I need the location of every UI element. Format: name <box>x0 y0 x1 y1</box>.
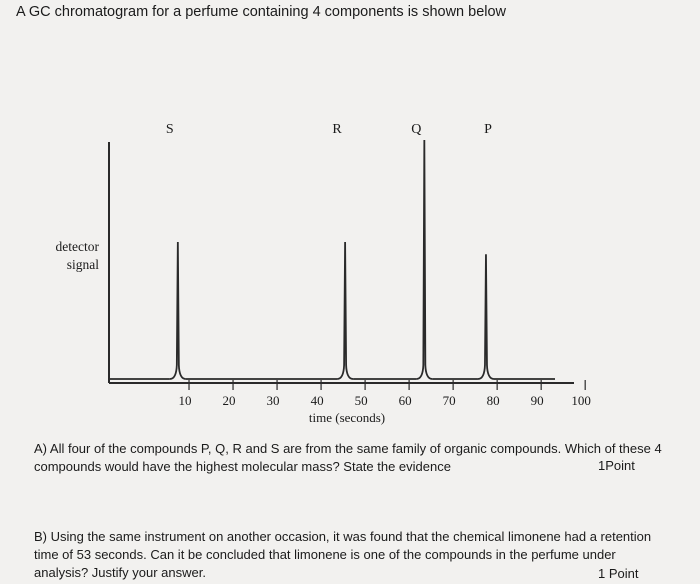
peak-r <box>337 242 353 379</box>
x-tick-label: 80 <box>486 393 500 408</box>
peak-label-r: R <box>332 122 342 137</box>
page-title: A GC chromatogram for a perfume containing 4 components is shown below <box>16 4 507 20</box>
peak-labels <box>166 122 492 137</box>
y-axis-label-line: signal <box>66 257 99 272</box>
x-tick-label: 50 <box>354 393 368 408</box>
x-tick-label: 60 <box>398 393 412 408</box>
y-axis-label-line: detector <box>55 239 99 254</box>
question-b-points: 1 Point <box>598 566 639 581</box>
peak-label-s: S <box>165 122 174 137</box>
question-a: A) All four of the compounds P, Q, R and S are from the same family of organic compounds. Which of these 4 compounds would have the highest molecular mass? State the evidence <box>34 441 662 474</box>
peak-s <box>170 242 186 379</box>
x-tick-label: 20 <box>222 393 236 408</box>
x-tick-label: 90 <box>530 393 544 408</box>
question-b: B) Using the same instrument on another occasion, it was found that the chemical limonene had a retention time of 53 seconds. Can it be concluded that limonene is one of the compounds in the perfume under analysis? Justify your answer. <box>34 529 652 580</box>
peak-q <box>416 140 432 379</box>
x-ticks <box>179 380 591 408</box>
chart-trace <box>109 140 555 379</box>
peak-label-p: P <box>484 122 492 137</box>
y-axis-label <box>56 239 100 272</box>
x-tick-label: 70 <box>442 393 456 408</box>
x-tick-label: 30 <box>266 393 280 408</box>
peak-p <box>478 254 494 379</box>
x-tick-label: 10 <box>178 393 192 408</box>
x-axis-label: time (seconds) <box>308 410 386 425</box>
x-tick-label: 100 <box>571 393 591 408</box>
x-tick-label: 40 <box>310 393 324 408</box>
peak-label-q: Q <box>411 122 422 137</box>
gc-chromatogram <box>0 100 700 435</box>
question-a-points: 1Point <box>598 458 635 473</box>
